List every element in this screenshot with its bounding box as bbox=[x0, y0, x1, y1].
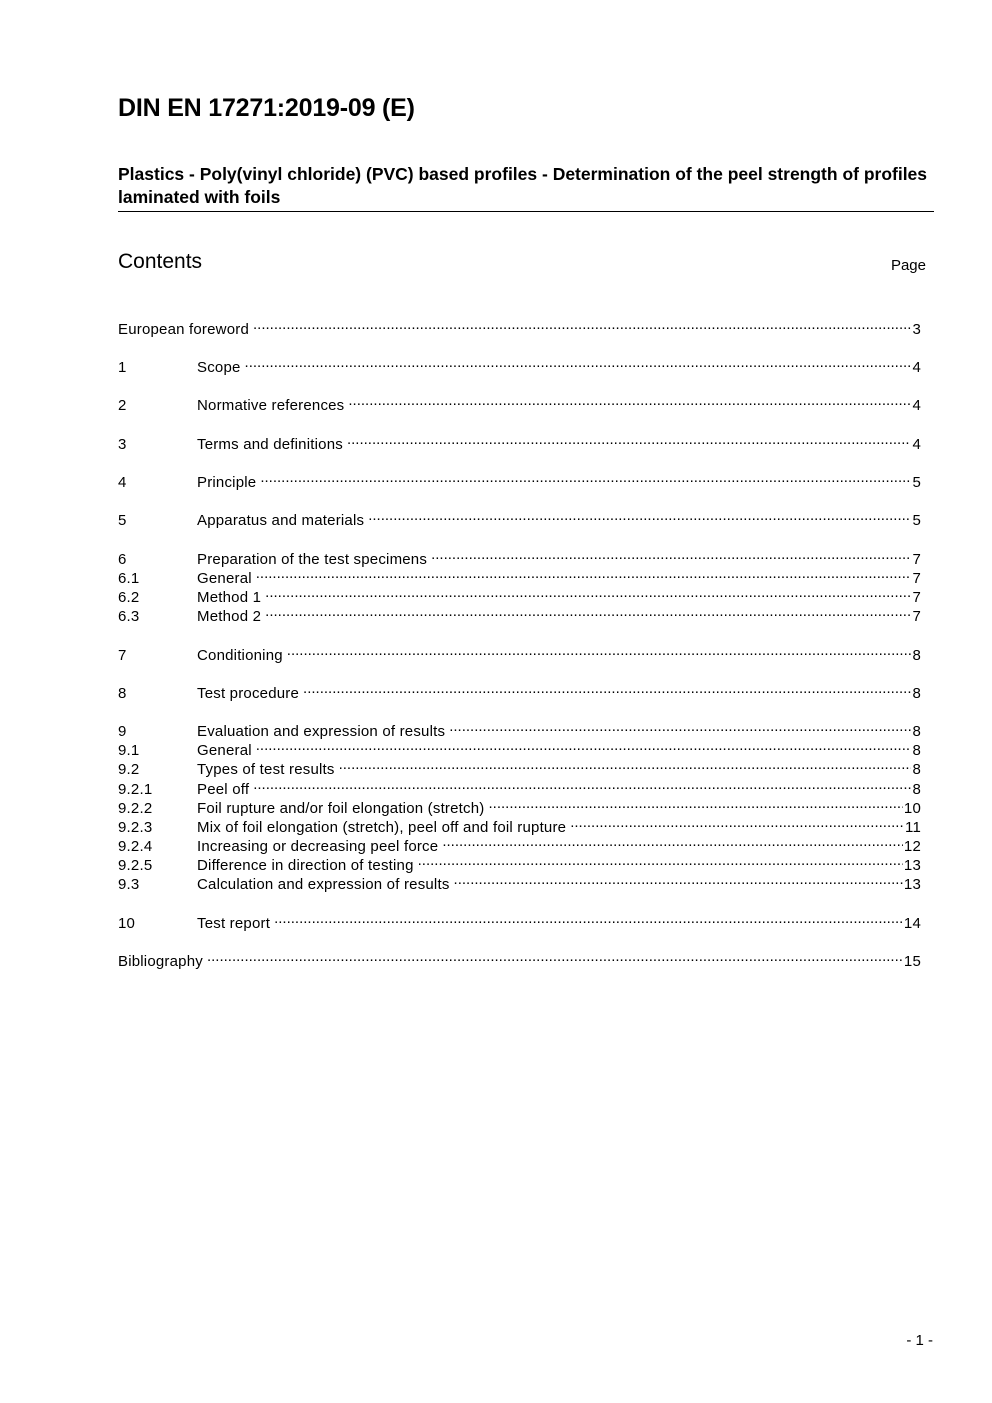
toc-entry-page: 8 bbox=[912, 781, 921, 798]
dot-leader bbox=[454, 870, 903, 889]
toc-entry-number: 8 bbox=[118, 685, 127, 702]
toc-entry-page: 8 bbox=[912, 761, 921, 778]
toc-entry-title: General bbox=[197, 570, 252, 587]
page-column-label: Page bbox=[890, 257, 926, 274]
toc-entry-page: 4 bbox=[912, 397, 921, 414]
toc-entry-title: Calculation and expression of results bbox=[197, 876, 450, 893]
dot-leader bbox=[207, 947, 903, 966]
toc-entry-title: Method 1 bbox=[197, 589, 262, 606]
toc-entry-title: Principle bbox=[197, 474, 257, 491]
toc-entry-page: 13 bbox=[903, 876, 921, 893]
toc-entry-6-1[interactable] bbox=[118, 564, 921, 587]
dot-leader bbox=[256, 736, 912, 755]
toc-entry-6-2[interactable] bbox=[118, 583, 921, 606]
toc-entry-title: Conditioning bbox=[197, 647, 283, 664]
toc-entry-number: 2 bbox=[118, 397, 127, 414]
toc-entry-number: 6.2 bbox=[118, 589, 140, 606]
document-title: Plastics - Poly(vinyl chloride) (PVC) based profiles - Determination of the peel strength of profiles laminated with foils bbox=[118, 163, 934, 212]
dot-leader bbox=[287, 641, 912, 660]
dot-leader bbox=[253, 775, 911, 794]
toc-entry-page: 7 bbox=[912, 589, 921, 606]
toc-entry-6-3[interactable] bbox=[118, 602, 921, 625]
toc-entry-9-1[interactable] bbox=[118, 736, 921, 759]
toc-entry-foreword[interactable] bbox=[118, 315, 921, 338]
toc-entry-title: Evaluation and expression of results bbox=[197, 723, 446, 740]
dot-leader bbox=[418, 851, 903, 870]
toc-entry-title: Method 2 bbox=[197, 608, 262, 625]
toc-entry-number: 9.3 bbox=[118, 876, 140, 893]
toc-entry-1[interactable] bbox=[118, 353, 921, 376]
dot-leader bbox=[431, 545, 911, 564]
dot-leader bbox=[274, 909, 903, 928]
toc-entry-8[interactable] bbox=[118, 679, 921, 702]
toc-entry-9-2-3[interactable] bbox=[118, 813, 921, 836]
toc-entry-title: Apparatus and materials bbox=[197, 512, 365, 529]
toc-entry-page: 8 bbox=[912, 647, 921, 664]
dot-leader bbox=[442, 832, 903, 851]
toc-entry-number: 9.1 bbox=[118, 742, 140, 759]
toc-entry-title: European foreword bbox=[118, 321, 249, 338]
dot-leader bbox=[368, 506, 911, 525]
dot-leader bbox=[256, 564, 912, 583]
toc-entry-title: General bbox=[197, 742, 252, 759]
toc-entry-4[interactable] bbox=[118, 468, 921, 491]
dot-leader bbox=[265, 583, 911, 602]
dot-leader bbox=[265, 602, 911, 621]
toc-entry-title: Scope bbox=[197, 359, 241, 376]
toc-entry-10[interactable] bbox=[118, 909, 921, 932]
toc-entry-7[interactable] bbox=[118, 641, 921, 664]
toc-entry-page: 7 bbox=[912, 551, 921, 568]
toc-entry-page: 5 bbox=[912, 474, 921, 491]
dot-leader bbox=[488, 794, 902, 813]
toc-entry-number: 9.2.3 bbox=[118, 819, 153, 836]
toc-entry-title: Foil rupture and/or foil elongation (stretch) bbox=[197, 800, 485, 817]
toc-entry-title: Peel off bbox=[197, 781, 250, 798]
toc-entry-title: Difference in direction of testing bbox=[197, 857, 414, 874]
toc-entry-title: Increasing or decreasing peel force bbox=[197, 838, 439, 855]
toc-entry-9[interactable] bbox=[118, 717, 921, 740]
toc-entry-page: 13 bbox=[903, 857, 921, 874]
document-id: DIN EN 17271:2019-09 (E) bbox=[118, 94, 415, 122]
toc-entry-title: Terms and definitions bbox=[197, 436, 343, 453]
toc-entry-number: 9.2.5 bbox=[118, 857, 153, 874]
dot-leader bbox=[260, 468, 911, 487]
toc-entry-title: Mix of foil elongation (stretch), peel off and foil rupture bbox=[197, 819, 567, 836]
dot-leader bbox=[570, 813, 904, 832]
toc-entry-page: 3 bbox=[912, 321, 921, 338]
dot-leader bbox=[449, 717, 911, 736]
toc-entry-number: 6.1 bbox=[118, 570, 140, 587]
toc-entry-title: Preparation of the test specimens bbox=[197, 551, 428, 568]
toc-entry-number: 5 bbox=[118, 512, 127, 529]
toc-entry-page: 15 bbox=[903, 953, 921, 970]
toc-entry-6[interactable] bbox=[118, 545, 921, 568]
toc-entry-number: 6 bbox=[118, 551, 127, 568]
toc-entry-page: 14 bbox=[903, 915, 921, 932]
dot-leader bbox=[348, 391, 911, 410]
toc-entry-2[interactable] bbox=[118, 391, 921, 414]
toc-entry-number: 9.2.1 bbox=[118, 781, 153, 798]
toc-entry-page: 5 bbox=[912, 512, 921, 529]
toc-entry-page: 7 bbox=[912, 570, 921, 587]
toc-entry-page: 12 bbox=[903, 838, 921, 855]
toc-entry-page: 7 bbox=[912, 608, 921, 625]
dot-leader bbox=[347, 430, 912, 449]
toc-entry-title: Types of test results bbox=[197, 761, 335, 778]
page-number: - 1 - bbox=[906, 1332, 933, 1349]
toc-entry-title: Test procedure bbox=[197, 685, 300, 702]
toc-entry-number: 7 bbox=[118, 647, 127, 664]
dot-leader bbox=[245, 353, 912, 372]
toc-entry-title: Bibliography bbox=[118, 953, 203, 970]
toc-entry-page: 10 bbox=[903, 800, 921, 817]
toc-entry-9-2-2[interactable] bbox=[118, 794, 921, 817]
toc-entry-9-2-1[interactable] bbox=[118, 775, 921, 798]
toc-entry-number: 4 bbox=[118, 474, 127, 491]
toc-entry-page: 8 bbox=[912, 723, 921, 740]
toc-entry-number: 9.2 bbox=[118, 761, 140, 778]
toc-entry-5[interactable] bbox=[118, 506, 921, 529]
contents-heading: Contents bbox=[118, 250, 203, 273]
toc-entry-number: 6.3 bbox=[118, 608, 140, 625]
toc-entry-page: 4 bbox=[912, 359, 921, 376]
dot-leader bbox=[253, 315, 911, 334]
toc-entry-number: 3 bbox=[118, 436, 127, 453]
toc-entry-number: 9.2.2 bbox=[118, 800, 153, 817]
toc-entry-number: 1 bbox=[118, 359, 127, 376]
toc-entry-number: 9.2.4 bbox=[118, 838, 153, 855]
toc-entry-3[interactable] bbox=[118, 430, 921, 453]
toc-entry-9-2-4[interactable] bbox=[118, 832, 921, 855]
toc-entry-page: 8 bbox=[912, 685, 921, 702]
toc-entry-9-2[interactable] bbox=[118, 755, 921, 778]
dot-leader bbox=[303, 679, 911, 698]
toc-entry-number: 9 bbox=[118, 723, 127, 740]
table-of-contents bbox=[118, 0, 921, 1403]
toc-entry-9-3[interactable] bbox=[118, 870, 921, 893]
toc-entry-9-2-5[interactable] bbox=[118, 851, 921, 874]
toc-entry-title: Normative references bbox=[197, 397, 345, 414]
dot-leader bbox=[339, 755, 912, 774]
toc-entry-page: 8 bbox=[912, 742, 921, 759]
toc-entry-page: 11 bbox=[905, 819, 921, 836]
toc-entry-bibliography[interactable] bbox=[118, 947, 921, 970]
toc-entry-title: Test report bbox=[197, 915, 271, 932]
toc-entry-number: 10 bbox=[118, 915, 136, 932]
toc-entry-page: 4 bbox=[912, 436, 921, 453]
